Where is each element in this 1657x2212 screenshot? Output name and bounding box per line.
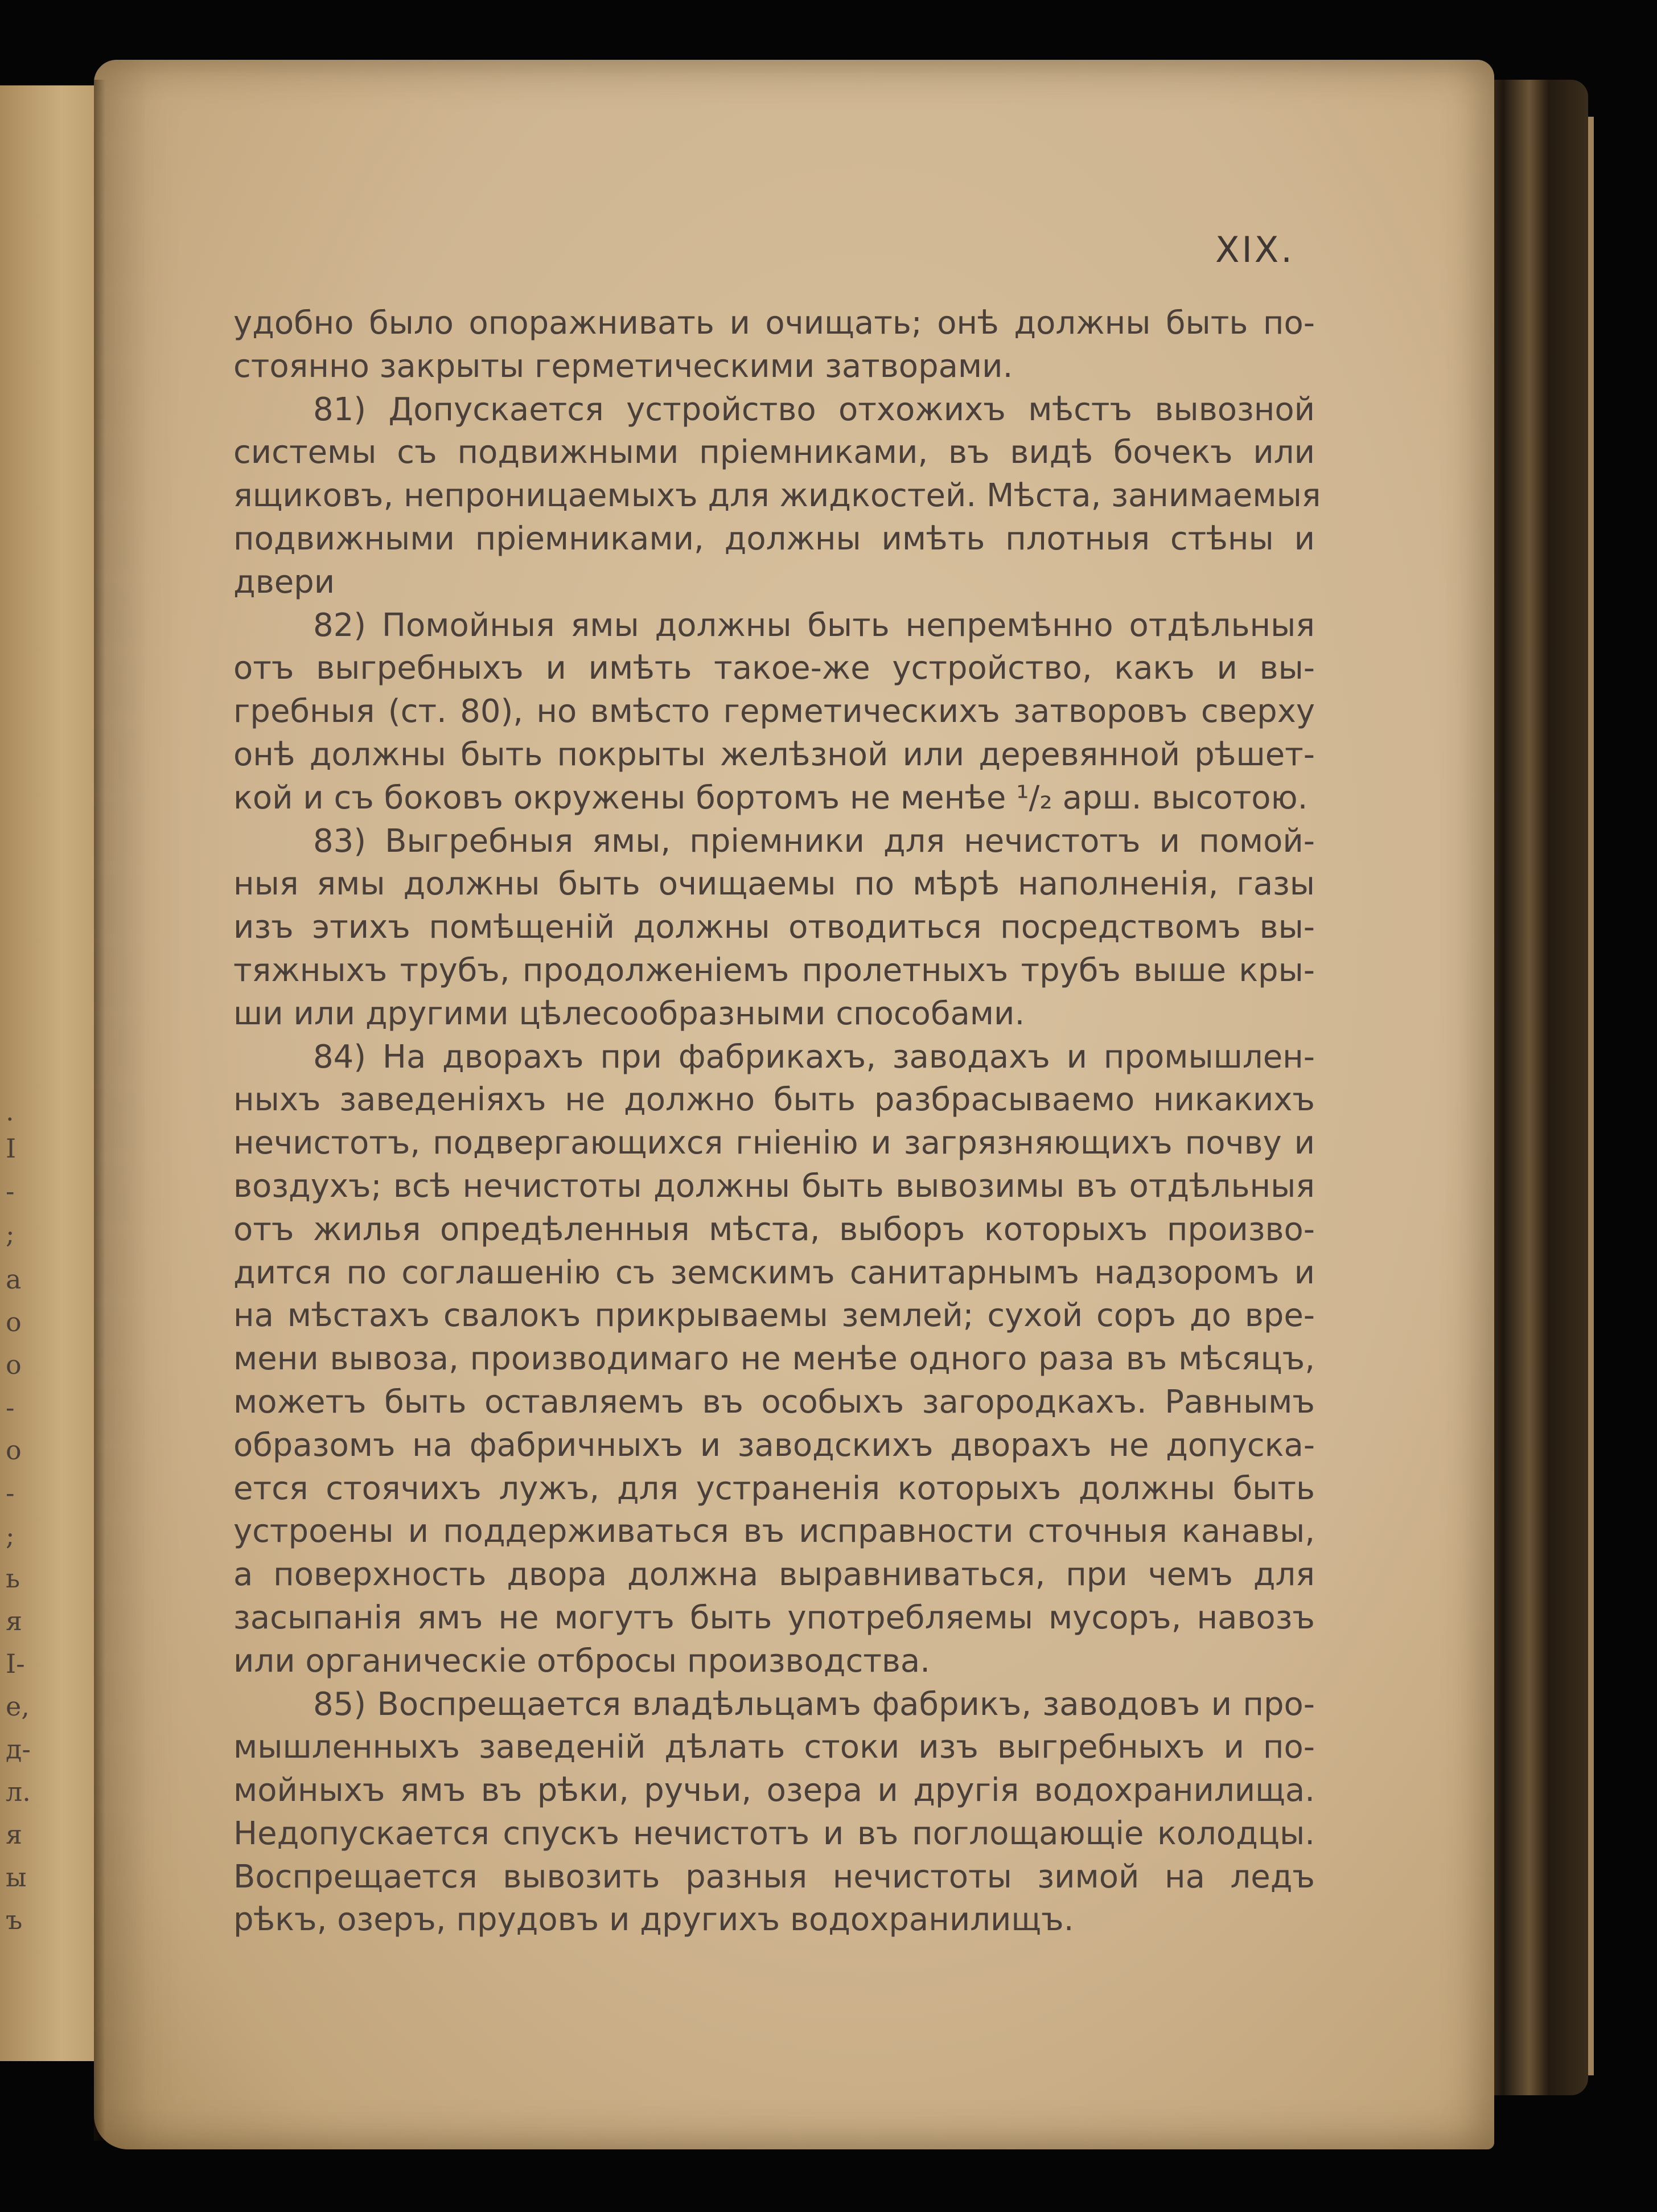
text-line: гребныя (ст. 80), но вмѣсто герметическихъ затворовъ сверху [233,693,1315,731]
text-line: двери [233,563,335,601]
left-page-glyph: ы [6,1862,27,1893]
text-line: ящиковъ, непроницаемыхъ для жидкостей. Мѣста, занимаемыя [233,477,1321,515]
text-line: 84) На дворахъ при фабрикахъ, заводахъ и промышлен- [313,1038,1315,1076]
text-line: подвижными пріемниками, должны имѣть плотныя стѣны и [233,520,1315,557]
text-line: засыпанія ямъ не могутъ быть употребляемы мусоръ, навозъ [233,1599,1315,1636]
left-page-glyph: o [6,1435,22,1466]
text-line: 85) Воспрещается владѣльцамъ фабрикъ, заводовъ и про- [313,1685,1315,1723]
text-line: системы съ подвижными пріемниками, въ видѣ бочекъ или [233,434,1315,471]
left-page-glyph: ; [6,1520,15,1551]
text-line: нечистотъ, подвергающихся гніенію и загрязняющихъ почву и [233,1125,1315,1162]
page-body-text [233,302,1321,1942]
text-line: тяжныхъ трубъ, продолженіемъ пролетныхъ трубъ выше кры- [233,951,1315,989]
text-line: 81) Допускается устройство отхожихъ мѣстъ вывозной [313,391,1315,428]
text-line: а поверхность двора должна выравниваться, при чемъ для [233,1556,1315,1594]
text-line: ши или другими цѣлесообразными способами. [233,995,1025,1032]
left-page-glyph: . [6,1096,14,1127]
text-line: можетъ быть оставляемъ въ особыхъ загородкахъ. Равнымъ [233,1383,1315,1421]
left-page-glyph: - [6,1176,15,1206]
left-page-glyph: I- [6,1648,25,1679]
left-page-glyph: - [6,1478,15,1508]
text-line: Воспрещается вывозить разныя нечистоты зимой на ледъ [233,1858,1315,1895]
left-page-glyph: o [6,1307,22,1337]
text-line: мойныхъ ямъ въ рѣки, ручьи, озера и другія водохранилища. [233,1772,1315,1809]
left-page-glyph: д- [6,1734,31,1764]
text-line: устроены и поддерживаться въ исправности сточныя канавы, [233,1513,1315,1550]
text-line: изъ этихъ помѣщеній должны отводиться посредствомъ вы- [233,909,1315,946]
text-line: мышленныхъ заведеній дѣлать стоки изъ выгребныхъ и по- [233,1729,1315,1766]
text-line: 83) Выгребныя ямы, пріемники для нечистотъ и помой- [313,822,1315,860]
left-page-glyph: я [6,1819,23,1850]
text-line: или органическіе отбросы производства. [233,1642,931,1680]
left-page-glyph: ъ [6,1905,23,1935]
left-page-glyph: I [6,1133,17,1164]
left-page-glyph: е, [6,1691,30,1722]
text-line: кой и съ боковъ окружены бортомъ не менѣе ¹/₂ арш. высотою. [233,779,1308,816]
left-page-glyph: ь [6,1563,20,1594]
text-line: рѣкъ, озеръ, прудовъ и другихъ водохранилищъ. [233,1901,1074,1939]
text-line: образомъ на фабричныхъ и заводскихъ дворахъ не допуска- [233,1426,1315,1464]
page-number: XIX. [1215,229,1294,270]
text-line: удобно было опоражнивать и очищать; онѣ должны быть по- [233,305,1315,342]
text-line: отъ жилья опредѣленныя мѣста, выборъ которыхъ произво- [233,1210,1315,1248]
left-page-glyph: ; [6,1218,15,1249]
text-line: мени вывоза, производимаго не менѣе одного раза въ мѣсяцъ, [233,1340,1315,1378]
text-line: дится по соглашенію съ земскимъ санитарнымъ надзоромъ и [233,1254,1315,1291]
text-line: ныхъ заведеніяхъ не должно быть разбрасываемо никакихъ [233,1081,1315,1119]
left-page-glyph: a [6,1264,22,1295]
text-line: воздухъ; всѣ нечистоты должны быть вывозимы въ отдѣльныя [233,1167,1315,1205]
text-line: онѣ должны быть покрыты желѣзной или деревянной рѣшет- [233,736,1315,773]
text-line: ется стоячихъ лужъ, для устраненія которыхъ должны быть [233,1470,1315,1507]
text-line: на мѣстахъ свалокъ прикрываемы землей; сухой соръ до вре- [233,1297,1315,1335]
left-page-glyph: - [6,1392,15,1423]
text-line: Недопускается спускъ нечистотъ и въ поглощающіе колодцы. [233,1815,1315,1852]
page-gutter-shadow [94,80,105,2141]
text-line: 82) Помойныя ямы должны быть непремѣнно отдѣльныя [313,606,1315,644]
text-line: стоянно закрыты герметическими затворами. [233,347,1013,385]
text-line: ныя ямы должны быть очищаемы по мѣрѣ наполненія, газы [233,865,1315,903]
left-page-glyph: я [6,1606,23,1636]
left-page-glyph: л. [6,1776,31,1807]
left-page-glyph: o [6,1349,22,1380]
text-line: отъ выгребныхъ и имѣть такое-же устройство, какъ и вы- [233,650,1315,687]
